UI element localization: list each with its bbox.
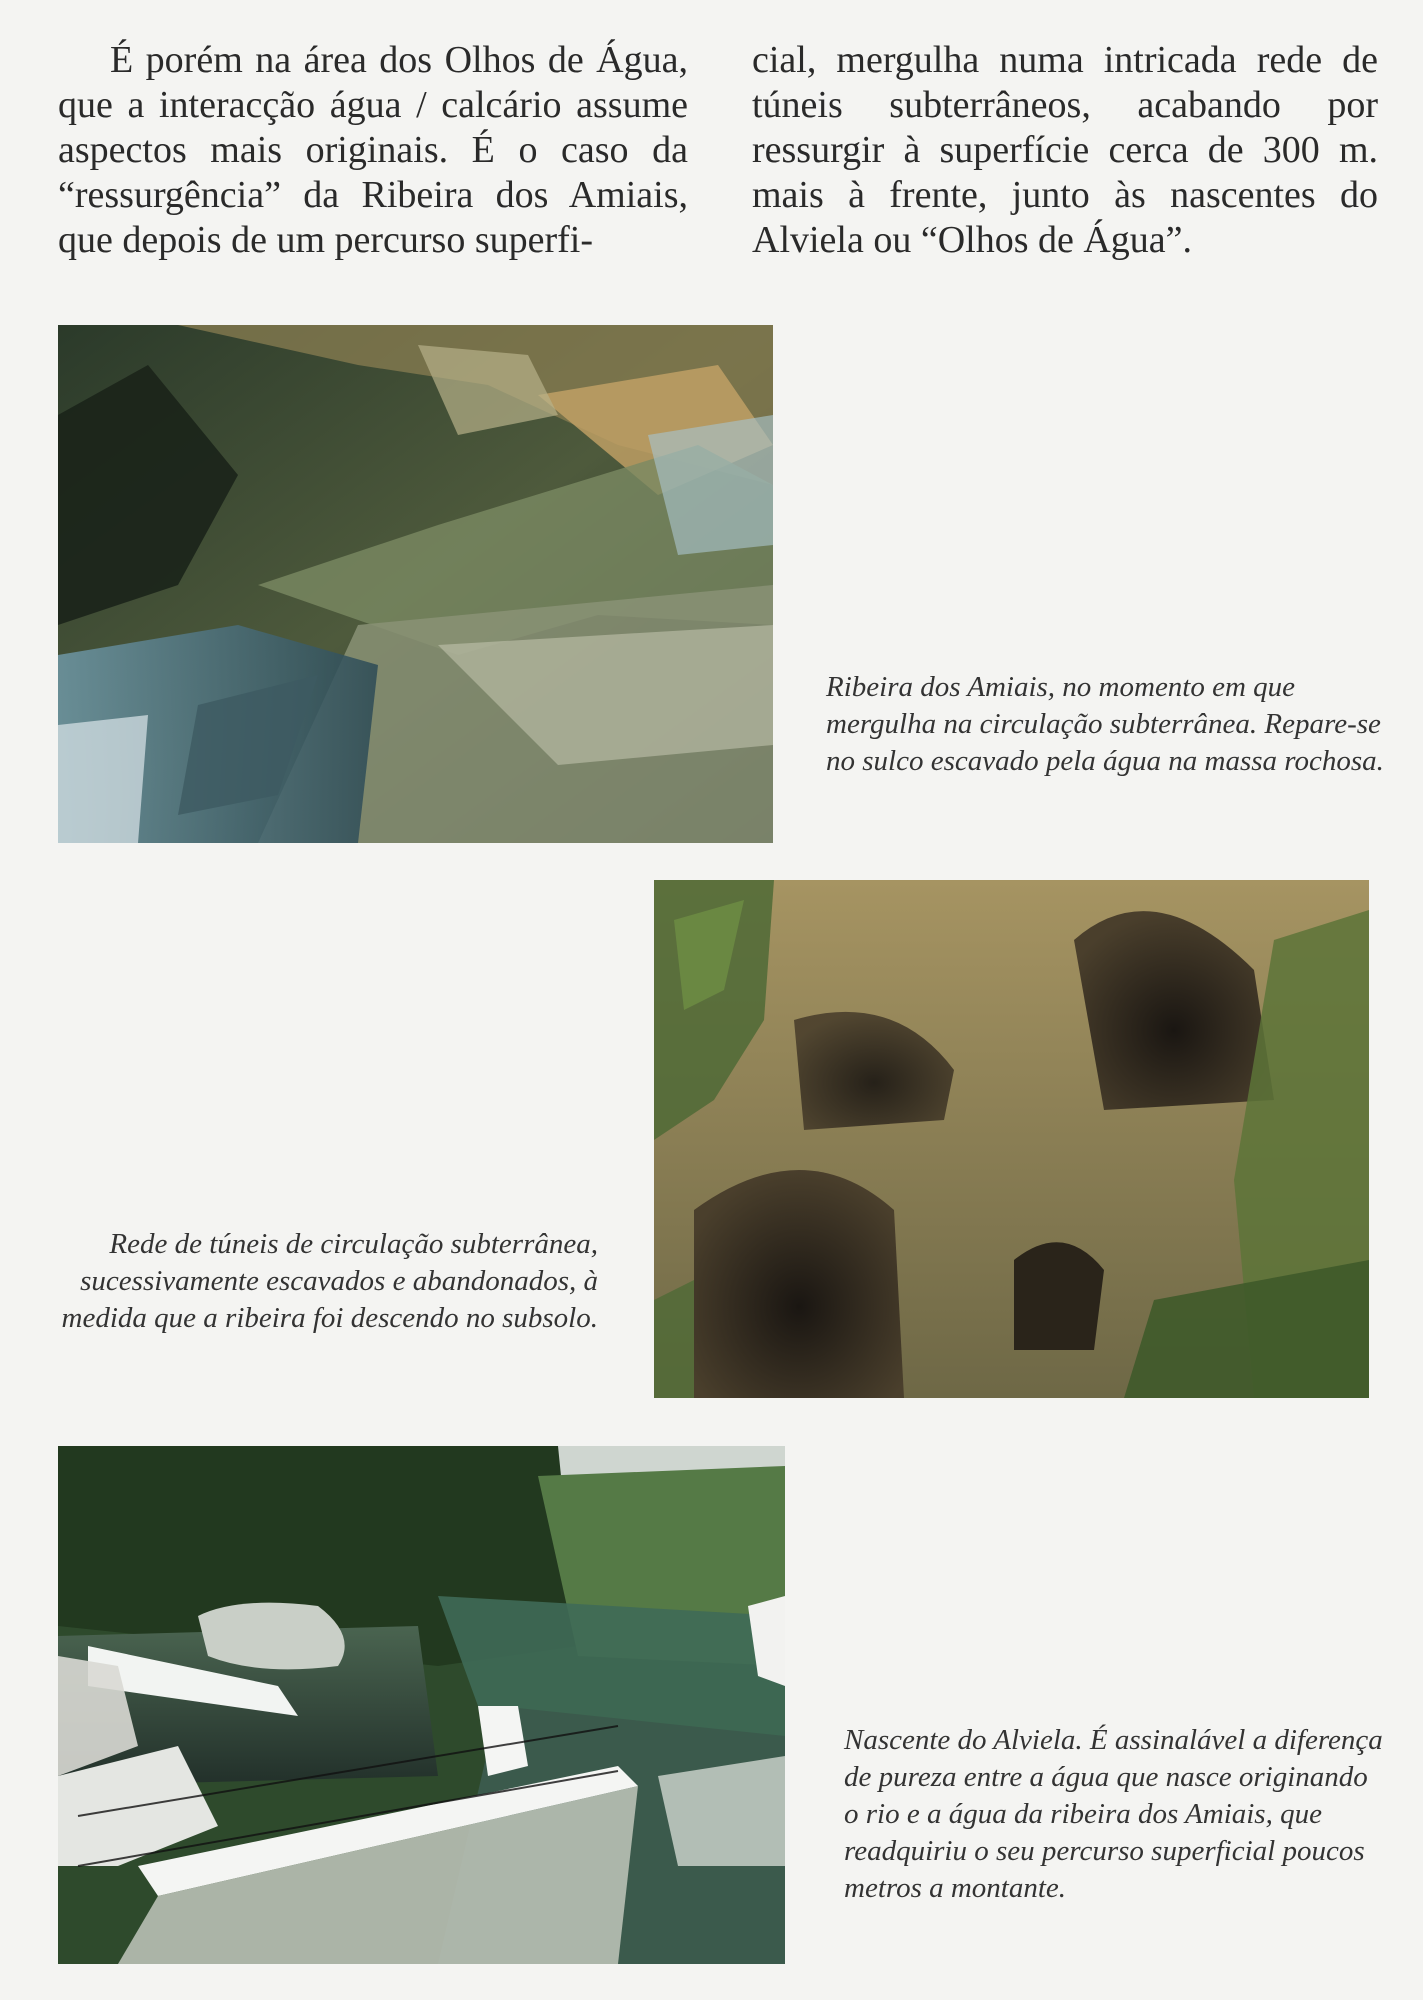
body-text-left-column <box>58 38 688 263</box>
body-text-right-column <box>752 38 1378 263</box>
caption-figure-3: Nascente do Alviela. É assinalável a diferença de pureza entre a água que nasce originando o rio e a água da ribeira dos Amiais, que readquiriu o seu percurso superficial poucos metros a montante. <box>844 1724 1383 1904</box>
photo-rede-de-tuneis <box>654 880 1369 1398</box>
caption-figure-2: Rede de túneis de circulação subterrânea, sucessivamente escavados e abandonados, à medida que a ribeira foi descendo no subsolo. <box>61 1228 598 1334</box>
body-paragraph-right: cial, mergulha numa intricada rede de túneis subterrâneos, acabando por ressurgir à superfície cerca de 300 m. mais à frente, junto às nascentes do Alviela ou “Olhos de Água”. <box>752 39 1378 261</box>
body-paragraph-left: É porém na área dos Olhos de Água, que a interacção água / calcário assume aspectos mais originais. É o caso da “ressurgência” da Ribeira dos Amiais, que depois de um percurso superfi- <box>58 39 688 261</box>
caption-figure-1: Ribeira dos Amiais, no momento em que mergulha na circulação subterrânea. Repare-se no sulco escavado pela água na massa rochosa. <box>826 671 1384 777</box>
photo-ribeira-dos-amiais <box>58 325 773 843</box>
photo-nascente-do-alviela <box>58 1446 785 1964</box>
